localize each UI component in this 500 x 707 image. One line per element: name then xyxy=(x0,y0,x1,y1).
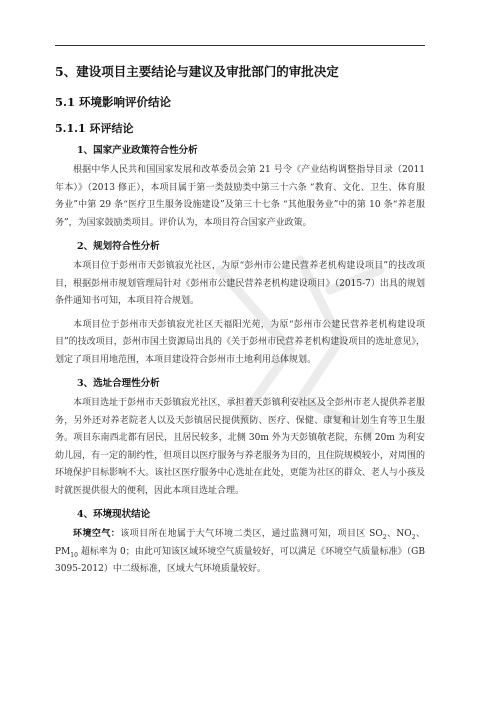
document-body xyxy=(55,62,425,585)
air-quality-label: 环境空气： xyxy=(73,529,121,539)
section-title: 5、建设项目主要结论与建议及审批部门的审批决定 xyxy=(55,64,339,79)
item-heading-site-selection: 3、选址合理性分析 xyxy=(77,378,160,389)
paragraph-planning-1: 本项目位于彭州市天彭镇寂光社区，为原“彭州市公建民营养老机构建设项目”的技改项目，根据彭州市规划管理局针对《彭州市公建民营养老机构建设项目》（2015-7）出具的规划条件通知书可知，本项目符合规划。 xyxy=(55,261,425,306)
item-heading-environment-status: 4、环境现状结论 xyxy=(77,509,151,520)
item-heading-planning: 2、规划符合性分析 xyxy=(77,241,160,252)
item-heading-industry-policy: 1、国家产业政策符合性分析 xyxy=(77,145,198,156)
header-rule xyxy=(55,45,425,46)
paragraph-planning-2: 本项目位于彭州市天彭镇寂光社区天福阳光苑，为原“彭州市公建民营养老机构建设项目”的技改项目，彭州市国土资源局出具的《关于彭州市民营养老机构建设项目的选址意见》，划定了项目用地范围，本项目建设符合彭州市土地利用总体规划。 xyxy=(55,319,425,365)
paragraph-air-quality: 环境空气：该项目所在地属于大气环境二类区，通过监测可知，项目区 $SO_2$、$NO_2$、$PM_{10}$ 超标率为 0；由此可知该区域环境空气质量较好，可以满足《环境空气质量标准》（GB 3095-2012）中二级标准，区域大气环境质量较好。 xyxy=(55,529,425,574)
paragraph-site-selection: 本项目选址于彭州市天彭镇寂光社区，承担着天彭镇利安社区及全彭州市老人提供养老服务，另外还对养老院老人以及天彭镇居民提供预防、医疗、保健、康复和计划生育等卫生服务。项目东南西北都有居民，且居民较多，北侧 30m 外为天彭镇敬老院，东侧 20m 为利安幼儿园，有一定的制约性，但项目以医疗服务与养老服务为目的，且住院规模较小，对周围的环境保护目标影响不大。该社区医疗服务中心选址在此处，更能为社区的群众、老人与小孩及时就医提供很大的便利，因此本项目选址合理。 xyxy=(55,398,425,496)
paragraph-industry-policy: 根据中华人民共和国国家发展和改革委员会第 21 号令《产业结构调整指导目录（2011 年本）》（2013 修正），本项目属于第一类鼓励类中第三十六条 “教育、文化、卫生、体育服务业”中第 29 条“医疗卫生服务设施建设”及第三十七条 “其他服务业”中的第 10 条“养老服务”，为国家鼓励类项目。评价认为，本项目符合国家产业政策。 xyxy=(55,165,425,228)
subsubsection-title: 5.1.1 环评结论 xyxy=(55,122,134,135)
subsection-title: 5.1 环境影响评价结论 xyxy=(55,95,172,109)
